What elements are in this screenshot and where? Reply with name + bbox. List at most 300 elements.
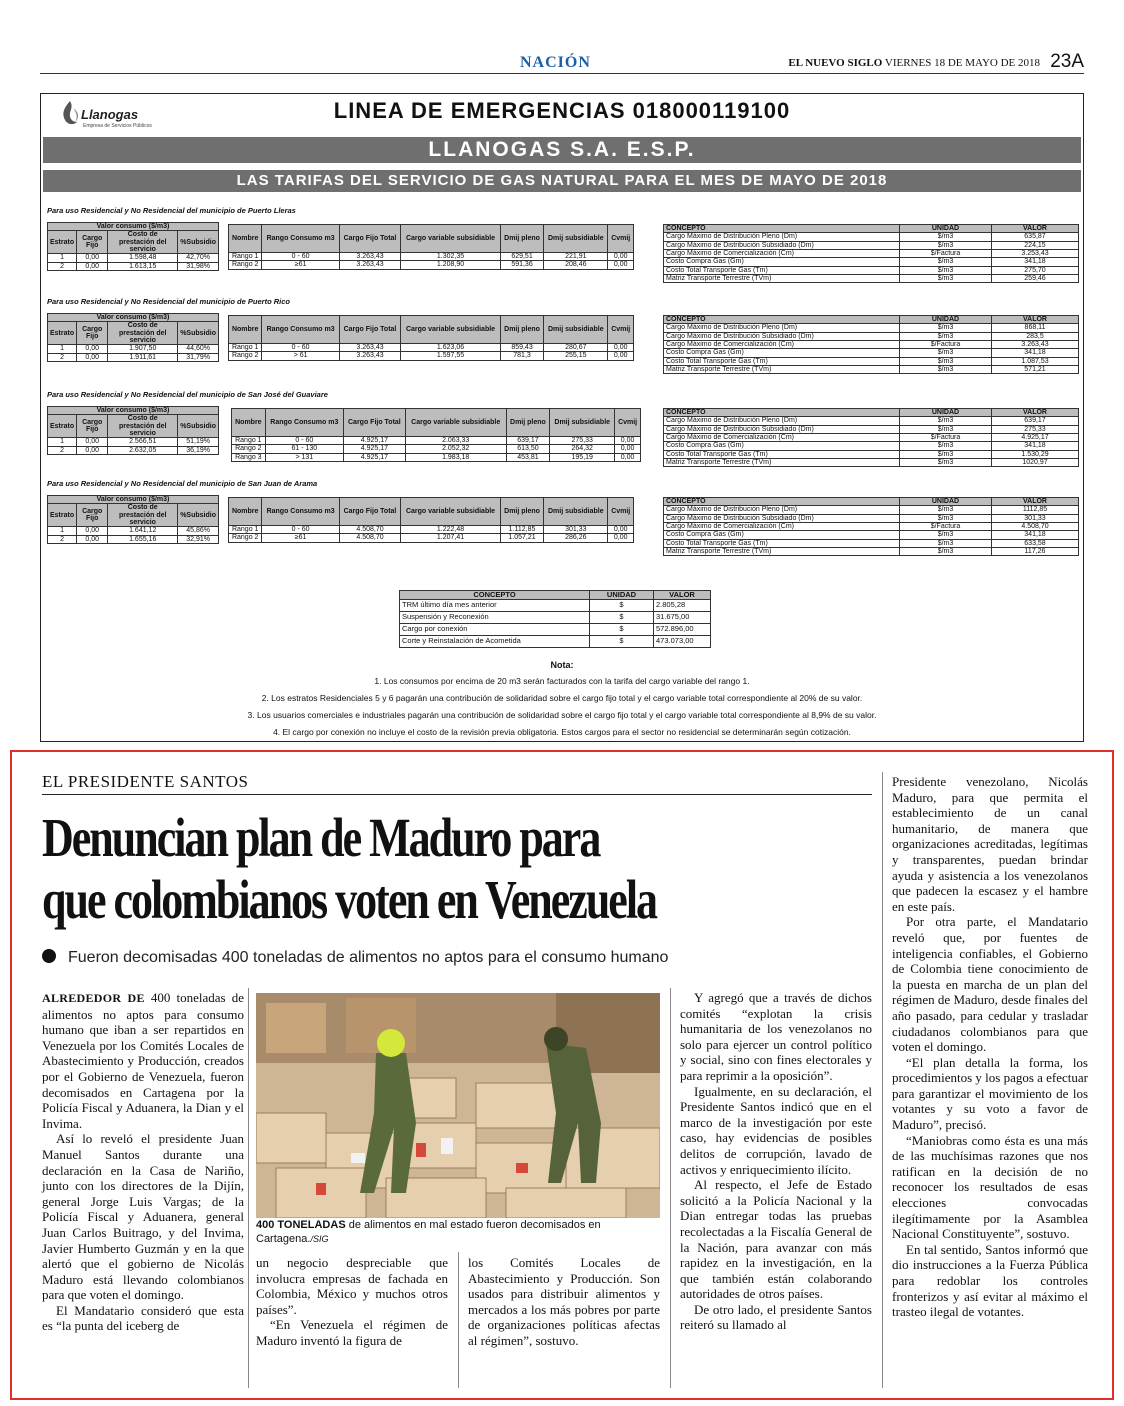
- caption-text: de alimentos en mal estado fueron decomisados en Cartagena.: [256, 1219, 601, 1245]
- concept-name: Cargo Máximo de Comercialización (Cm): [664, 434, 900, 442]
- table-cell: 2.632,05: [108, 446, 178, 454]
- table-cell: 1.613,15: [108, 262, 178, 270]
- table-cell: 3.263,43: [339, 253, 400, 261]
- table-row: [664, 539, 1079, 547]
- municipality-title: Para uso Residencial y No Residencial del municipio de San José del Guaviare: [47, 390, 328, 399]
- extra-charges-table: [399, 590, 711, 648]
- extra-unit: $: [590, 635, 654, 647]
- range-charges-table: [228, 497, 634, 543]
- concept-name: Costo Compra Gas (Gm): [664, 349, 900, 357]
- table-cell: 4.925,17: [343, 437, 405, 445]
- concept-unit: $/m3: [900, 324, 992, 332]
- article-paragraph: Por otra parte, el Mandatario reveló que, por fuentes de inteligencia confiables, el Gobierno de Colombia tiene conocimiento de la puesta en marcha de un plan del régimen de Maduro, desde finales del año pasado, para cedular y trasladar ciudadanos colombianos para que voten el domingo.: [892, 914, 1088, 1055]
- concept-unit: $/Factura: [900, 250, 992, 258]
- article-column-4: [680, 990, 872, 1333]
- column-header: VALOR: [992, 409, 1079, 417]
- table-cell: 0,00: [608, 261, 634, 269]
- column-header: Dmij pleno: [500, 498, 543, 526]
- municipality-title: Para uso Residencial y No Residencial del municipio de Puerto Lleras: [47, 206, 296, 215]
- table-row: [664, 506, 1079, 514]
- table-cell: 2: [48, 535, 77, 543]
- concept-unit: $/m3: [900, 425, 992, 433]
- table-cell: 3.263,43: [339, 344, 400, 352]
- column-header: Costo de prestación del servicio: [108, 415, 178, 438]
- warehouse-photo-illustration: [256, 993, 660, 1218]
- table-cell: 613,50: [506, 445, 550, 453]
- concept-unit: $/m3: [900, 357, 992, 365]
- table-cell: 280,67: [544, 344, 608, 352]
- table-row: [664, 275, 1079, 283]
- column-header: Cargo Fijo: [77, 231, 108, 254]
- logo-tagline: Empresa de Servicios Públicos: [83, 123, 152, 129]
- table-cell: 1.907,50: [108, 345, 178, 353]
- note-item: 3. Los usuarios comerciales e industriales pagarán una contribución de solidaridad sobre el cargo fijo total y el cargo variable total correspondiente al 8,9% de su valor.: [247, 710, 877, 720]
- extra-row: [400, 599, 711, 611]
- concept-value: 259,46: [992, 275, 1079, 283]
- concept-charges-table: [663, 315, 1079, 374]
- column-header: UNIDAD: [900, 225, 992, 233]
- concept-name: Cargo Máximo de Distribución Pleno (Dm): [664, 324, 900, 332]
- table-cell: 36,19%: [178, 446, 219, 454]
- table-row: [229, 526, 634, 534]
- article-kicker: EL PRESIDENTE SANTOS: [42, 772, 249, 791]
- table-row: [664, 241, 1079, 249]
- column-header: Cvmij: [608, 498, 634, 526]
- concept-unit: $/m3: [900, 506, 992, 514]
- table-cell: 0,00: [77, 345, 108, 353]
- table-cell: 275,33: [550, 437, 615, 445]
- table-cell: 2.052,32: [405, 445, 506, 453]
- concept-name: Matriz Transporte Terrestre (TVm): [664, 459, 900, 467]
- concept-unit: $/m3: [900, 417, 992, 425]
- extra-concept: Cargo por conexión: [400, 623, 590, 635]
- column-header: CONCEPTO: [664, 225, 900, 233]
- concept-value: 868,11: [992, 324, 1079, 332]
- column-header: Cargo Fijo Total: [339, 316, 400, 344]
- table-cell: 0,00: [77, 446, 108, 454]
- column-header: Costo de prestación del servicio: [108, 322, 178, 345]
- article-paragraph: En tal sentido, Santos informó que dio instrucciones a la Fuerza Pública para redoblar los controles fronterizos y así evitar al máximo el trasteo ilegal de votantes.: [892, 1241, 1088, 1320]
- concept-value: 3.263,43: [992, 341, 1079, 349]
- column-header: Estrato: [48, 231, 77, 254]
- table-cell: > 61: [262, 352, 339, 360]
- table-cell: 1.598,48: [108, 254, 178, 262]
- table-cell: 0 - 60: [262, 344, 339, 352]
- table-cell: Rango 2: [229, 534, 262, 542]
- column-header: Rango Consumo m3: [262, 498, 339, 526]
- table-cell: Rango 3: [232, 453, 266, 461]
- extra-row: [400, 635, 711, 647]
- article-paragraph: Al respecto, el Jefe de Estado solicitó a la Policía Nacional y la Dian entregar todas las pruebas recolectadas a la Fiscalía General de la Nación, para avanzar con más rapidez en la investigación, en la que también están colaborando autoridades de otros países.: [680, 1177, 872, 1302]
- table-cell: Rango 2: [229, 352, 262, 360]
- table-row: [664, 258, 1079, 266]
- article-paragraph: “El plan detalla la forma, los procedimientos y los pagos a efectuar para garantizar el movimiento de los votantes y su voto a favor de Maduro”, precisó.: [892, 1054, 1089, 1133]
- table-row: [664, 434, 1079, 442]
- article-paragraph: los Comités Locales de Abastecimiento y Producción. Son usados para distribuir alimentos y mercados a los más pobres por parte de organizaciones políticas afectas al régimen”, sostuvo.: [468, 1255, 660, 1348]
- concept-value: 224,15: [992, 241, 1079, 249]
- column-rule: [248, 988, 249, 1388]
- page-number: 23A: [1050, 51, 1084, 72]
- column-header: Cargo Fijo Total: [339, 498, 400, 526]
- table-cell: 208,46: [544, 261, 608, 269]
- concept-name: Costo Total Transporte Gas (Tm): [664, 450, 900, 458]
- concept-value: 633,58: [992, 539, 1079, 547]
- concept-value: 117,26: [992, 548, 1079, 556]
- column-header: UNIDAD: [900, 409, 992, 417]
- concept-name: Cargo Máximo de Comercialización (Cm): [664, 523, 900, 531]
- concept-value: 3.253,43: [992, 250, 1079, 258]
- news-article: [10, 750, 1114, 1400]
- table-cell: Rango 2: [232, 445, 266, 453]
- concept-unit: $/m3: [900, 459, 992, 467]
- table-row: [232, 445, 641, 453]
- column-header: Cargo variable subsidiable: [401, 225, 501, 253]
- table-cell: 0,00: [77, 353, 108, 361]
- concept-unit: $/m3: [900, 539, 992, 547]
- concept-value: 4.508,70: [992, 523, 1079, 531]
- column-header: Dmij pleno: [506, 409, 550, 437]
- concept-charges-table: [663, 224, 1079, 283]
- concept-value: 275,33: [992, 425, 1079, 433]
- table-cell: 1.983,18: [405, 453, 506, 461]
- column-header: Rango Consumo m3: [265, 409, 343, 437]
- note-item: 2. Los estratos Residenciales 5 y 6 pagarán una contribución de solidaridad sobre el cargo fijo total y el cargo variable total correspondiente al 20% de su valor.: [261, 693, 863, 703]
- concept-unit: $/m3: [900, 442, 992, 450]
- column-header: CONCEPTO: [664, 409, 900, 417]
- extra-unit: $: [590, 623, 654, 635]
- column-header: Estrato: [48, 415, 77, 438]
- table-cell: 61 - 130: [265, 445, 343, 453]
- table-row: [232, 437, 641, 445]
- table-caption: Valor consumo ($/m3): [48, 223, 219, 231]
- table-cell: 2.566,51: [108, 438, 178, 446]
- table-cell: Rango 1: [229, 253, 262, 261]
- column-header: Nombre: [229, 225, 262, 253]
- logo-name: Llanogas: [81, 107, 139, 122]
- column-header: Dmij subsidiable: [544, 316, 608, 344]
- extra-concept: Corte y Reinstalación de Acometida: [400, 635, 590, 647]
- concept-unit: $/m3: [900, 266, 992, 274]
- column-header: CONCEPTO: [664, 498, 900, 506]
- table-row: [664, 450, 1079, 458]
- table-row: [664, 266, 1079, 274]
- table-row: [664, 459, 1079, 467]
- concept-unit: $/m3: [900, 514, 992, 522]
- table-row: [229, 344, 634, 352]
- concept-name: Cargo Máximo de Distribución Subsidiado (Dm): [664, 241, 900, 249]
- concept-value: 341,18: [992, 531, 1079, 539]
- table-cell: 629,51: [500, 253, 543, 261]
- publication-name: EL NUEVO SIGLO: [788, 57, 883, 69]
- extra-value: 572.896,00: [654, 623, 711, 635]
- extra-header-value: VALOR: [654, 591, 711, 600]
- article-column-5: [892, 774, 1088, 1320]
- column-header: Nombre: [229, 316, 262, 344]
- table-row: [664, 548, 1079, 556]
- range-charges-table: [228, 315, 634, 361]
- article-headline: [42, 807, 890, 931]
- table-cell: 1: [48, 345, 77, 353]
- table-row: [48, 345, 219, 353]
- column-header: %Subsidio: [178, 504, 219, 527]
- table-cell: 3.263,43: [339, 352, 400, 360]
- table-cell: 286,26: [544, 534, 608, 542]
- column-header: UNIDAD: [900, 498, 992, 506]
- extra-header-concept: CONCEPTO: [400, 591, 590, 600]
- table-cell: 45,86%: [178, 527, 219, 535]
- extra-value: 31.675,00: [654, 611, 711, 623]
- table-cell: Rango 1: [229, 344, 262, 352]
- article-paragraph: “Maniobras como ésta es una más de las muchísimas razones que nos ratifican en la decisión de no reconocer los resultados de esas elecciones convocadas ilegítimamente por la Asamblea Nacional Constituyente”, sostuvo.: [892, 1132, 1088, 1242]
- column-header: Cargo variable subsidiable: [405, 409, 506, 437]
- table-cell: 2.063,33: [405, 437, 506, 445]
- table-row: [48, 527, 219, 535]
- concept-name: Matriz Transporte Terrestre (TVm): [664, 366, 900, 374]
- concept-name: Matriz Transporte Terrestre (TVm): [664, 275, 900, 283]
- table-cell: 1.655,16: [108, 535, 178, 543]
- column-header: Costo de prestación del servicio: [108, 504, 178, 527]
- article-paragraph: un negocio despreciable que involucra empresas de fachada en Colombia, México y muchos otros países”.: [256, 1255, 448, 1317]
- column-rule: [670, 988, 671, 1388]
- article-paragraph: El Mandatario consideró que esta es “la punta del iceberg de: [42, 1302, 244, 1334]
- table-cell: 591,36: [500, 261, 543, 269]
- table-row: [48, 438, 219, 446]
- table-cell: 1.911,61: [108, 353, 178, 361]
- table-row: [229, 253, 634, 261]
- table-cell: 2: [48, 353, 77, 361]
- table-row: [48, 446, 219, 454]
- column-header: Nombre: [229, 498, 262, 526]
- headline-line-2: que colombianos voten en Venezuela: [42, 869, 657, 930]
- extra-value: 2.805,28: [654, 599, 711, 611]
- table-cell: 42,70%: [178, 254, 219, 262]
- table-cell: 4.925,17: [343, 445, 405, 453]
- emergency-line: LINEA DE EMERGENCIAS 018000119100: [333, 98, 791, 123]
- column-header: Rango Consumo m3: [262, 225, 339, 253]
- concept-value: 635,87: [992, 233, 1079, 241]
- table-cell: 195,19: [550, 453, 615, 461]
- column-header: VALOR: [992, 225, 1079, 233]
- table-row: [664, 341, 1079, 349]
- column-header: Cargo Fijo Total: [343, 409, 405, 437]
- table-row: [232, 453, 641, 461]
- concept-unit: $/m3: [900, 349, 992, 357]
- caption-bold: 400 TONELADAS: [256, 1219, 346, 1231]
- photo-caption: [256, 1218, 660, 1246]
- column-header: Cargo Fijo: [77, 504, 108, 527]
- concept-unit: $/m3: [900, 531, 992, 539]
- column-header: Cvmij: [608, 316, 634, 344]
- table-row: [664, 531, 1079, 539]
- section-name: NACIÓN: [520, 54, 591, 71]
- column-header: Cvmij: [615, 409, 641, 437]
- article-paragraph: Y agregó que a través de dichos comités “explotan la crisis humanitaria de los venezolanos no solo para ejercer un control político y social, sino con fines electorales y para reprimir a la oposición”.: [680, 990, 872, 1083]
- table-cell: ≥61: [262, 261, 339, 269]
- table-cell: 2: [48, 446, 77, 454]
- column-rule: [882, 772, 883, 1388]
- table-cell: 0,00: [615, 445, 641, 453]
- table-row: [229, 534, 634, 542]
- table-row: [664, 250, 1079, 258]
- concept-unit: $/m3: [900, 275, 992, 283]
- table-cell: 0,00: [77, 527, 108, 535]
- extra-concept: TRM último día mes anterior: [400, 599, 590, 611]
- table-cell: 0 - 60: [262, 253, 339, 261]
- table-cell: ≥61: [262, 534, 339, 542]
- column-rule: [458, 1252, 459, 1388]
- concept-unit: $/m3: [900, 366, 992, 374]
- column-header: Cargo Fijo: [77, 415, 108, 438]
- table-cell: 4.508,70: [339, 526, 400, 534]
- company-banner: LLANOGAS S.A. E.S.P.: [43, 137, 1081, 163]
- table-row: [664, 332, 1079, 340]
- table-cell: 255,15: [544, 352, 608, 360]
- column-header: Nombre: [232, 409, 266, 437]
- municipality-title: Para uso Residencial y No Residencial del municipio de San Juan de Arama: [47, 479, 318, 488]
- table-cell: 4.508,70: [339, 534, 400, 542]
- table-cell: 3.263,43: [339, 261, 400, 269]
- publication-date: [788, 57, 1040, 69]
- extra-value: 473.073,00: [654, 635, 711, 647]
- concept-name: Cargo Máximo de Distribución Subsidiado (Dm): [664, 514, 900, 522]
- column-header: Cargo Fijo: [77, 322, 108, 345]
- article-paragraph: [42, 990, 244, 1131]
- concept-charges-table: [663, 497, 1079, 556]
- extra-unit: $: [590, 611, 654, 623]
- column-header: Cargo variable subsidiable: [401, 316, 501, 344]
- kicker-divider: [42, 794, 872, 795]
- concept-name: Costo Compra Gas (Gm): [664, 531, 900, 539]
- table-cell: 0,00: [608, 352, 634, 360]
- table-row: [664, 324, 1079, 332]
- table-cell: 0,00: [615, 453, 641, 461]
- concept-name: Cargo Máximo de Distribución Pleno (Dm): [664, 506, 900, 514]
- lead-words: ALREDEDOR DE: [42, 991, 145, 1005]
- concept-unit: $/Factura: [900, 434, 992, 442]
- concept-name: Cargo Máximo de Distribución Pleno (Dm): [664, 233, 900, 241]
- table-cell: 0,00: [608, 526, 634, 534]
- concept-name: Cargo Máximo de Comercialización (Cm): [664, 250, 900, 258]
- concept-name: Costo Compra Gas (Gm): [664, 258, 900, 266]
- concept-unit: $/m3: [900, 258, 992, 266]
- concept-unit: $/m3: [900, 233, 992, 241]
- article-column-3: [468, 1255, 660, 1349]
- table-row: [229, 261, 634, 269]
- column-header: Cargo variable subsidiable: [401, 498, 501, 526]
- column-header: Estrato: [48, 322, 77, 345]
- table-row: [229, 352, 634, 360]
- table-cell: 0 - 60: [265, 437, 343, 445]
- table-row: [664, 349, 1079, 357]
- column-header: Dmij subsidiable: [544, 498, 608, 526]
- concept-unit: $/Factura: [900, 523, 992, 531]
- table-cell: 0,00: [608, 534, 634, 542]
- concept-name: Cargo Máximo de Comercialización (Cm): [664, 341, 900, 349]
- concept-value: 1020,97: [992, 459, 1079, 467]
- article-paragraph: Igualmente, en su declaración, el Presidente Santos indicó que en el marco de la investigación por este caso, hay evidencias de posibles delitos de corrupción, lavado de activos y enriquecimiento ilícito.: [680, 1083, 872, 1177]
- table-cell: 453,81: [506, 453, 550, 461]
- range-charges-table: [228, 224, 634, 270]
- table-cell: 639,17: [506, 437, 550, 445]
- table-cell: 301,33: [544, 526, 608, 534]
- consumption-value-table: [47, 406, 219, 455]
- article-paragraph: Así lo reveló el presidente Juan Manuel Santos durante una declaración en la Casa de Nariño, junto con los directores de la Dijín, general Jorge Luis Vargas; de la Policía Fiscal y Aduanera, general Juan Carlos Buitrago, y del Invima, Javier Humberto Guzmán y en la que alertó que el gobierno de Nicolás Maduro está llevando colombianos para que voten el domingo.: [42, 1131, 244, 1303]
- table-row: [664, 357, 1079, 365]
- headline-line-1: Denuncian plan de Maduro para: [42, 807, 600, 868]
- table-cell: 1: [48, 254, 77, 262]
- concept-value: 1.087,53: [992, 357, 1079, 365]
- table-cell: 0,00: [77, 254, 108, 262]
- table-cell: 0,00: [608, 253, 634, 261]
- table-cell: 781,3: [500, 352, 543, 360]
- article-paragraph: Presidente venezolano, Nicolás Maduro, para que permita el establecimiento de un canal humanitario, de manera que organizaciones acreditadas, legítimas y transparentes, puedan brindar ayuda y asistencia a los venezolanos que padecen la escasez y el hambre en este país.: [892, 774, 1088, 914]
- table-cell: 0 - 60: [262, 526, 339, 534]
- table-cell: 51,19%: [178, 438, 219, 446]
- concept-charges-table: [663, 408, 1079, 467]
- table-row: [664, 233, 1079, 241]
- table-cell: 4.925,17: [343, 453, 405, 461]
- column-header: %Subsidio: [178, 231, 219, 254]
- table-row: [664, 514, 1079, 522]
- article-column-2: [256, 1255, 448, 1349]
- bullet-icon: [42, 949, 56, 963]
- municipality-title: Para uso Residencial y No Residencial del municipio de Puerto Rico: [47, 297, 290, 306]
- table-cell: 859,43: [500, 344, 543, 352]
- extra-row: [400, 623, 711, 635]
- notes-title: Nota:: [550, 660, 574, 670]
- column-header: %Subsidio: [178, 322, 219, 345]
- concept-unit: $/m3: [900, 548, 992, 556]
- consumption-value-table: [47, 495, 219, 544]
- article-paragraph: “En Venezuela el régimen de Maduro inventó la figura de: [256, 1317, 448, 1348]
- note-item: 4. El cargo por conexión no incluye el costo de la revisión previa obligatoria. Estos cargos para el sector no residencial se determinarán según cotización.: [273, 727, 851, 737]
- article-subhead: [42, 949, 668, 967]
- concept-value: 341,18: [992, 258, 1079, 266]
- concept-name: Costo Total Transporte Gas (Tm): [664, 266, 900, 274]
- table-row: [48, 353, 219, 361]
- table-cell: 1.208,90: [401, 261, 501, 269]
- table-cell: Rango 2: [229, 261, 262, 269]
- table-cell: Rango 1: [229, 526, 262, 534]
- notes-section: [41, 660, 1083, 741]
- table-cell: 0,00: [77, 535, 108, 543]
- table-cell: 221,91: [544, 253, 608, 261]
- table-cell: 1.057,21: [500, 534, 543, 542]
- article-paragraph: De otro lado, el presidente Santos reiteró su llamado al: [680, 1301, 872, 1333]
- concept-value: 283,5: [992, 332, 1079, 340]
- concept-name: Cargo Máximo de Distribución Subsidiado (Dm): [664, 425, 900, 433]
- concept-name: Cargo Máximo de Distribución Subsidiado (Dm): [664, 332, 900, 340]
- subhead-text: Fueron decomisadas 400 toneladas de alimentos no aptos para el consumo humano: [68, 949, 669, 966]
- column-header: Cvmij: [608, 225, 634, 253]
- concept-value: 341,18: [992, 442, 1079, 450]
- table-cell: 32,91%: [178, 535, 219, 543]
- consumption-value-table: [47, 313, 219, 362]
- table-cell: 0,00: [608, 344, 634, 352]
- concept-name: Matriz Transporte Terrestre (TVm): [664, 548, 900, 556]
- concept-value: 275,70: [992, 266, 1079, 274]
- column-header: VALOR: [992, 498, 1079, 506]
- table-row: [664, 366, 1079, 374]
- extra-header-unit: UNIDAD: [590, 591, 654, 600]
- table-cell: 44,60%: [178, 345, 219, 353]
- page-header: [40, 50, 1084, 74]
- table-cell: 31,79%: [178, 353, 219, 361]
- table-cell: 0,00: [77, 262, 108, 270]
- range-charges-table: [231, 408, 641, 462]
- concept-unit: $/m3: [900, 332, 992, 340]
- table-caption: Valor consumo ($/m3): [48, 496, 219, 504]
